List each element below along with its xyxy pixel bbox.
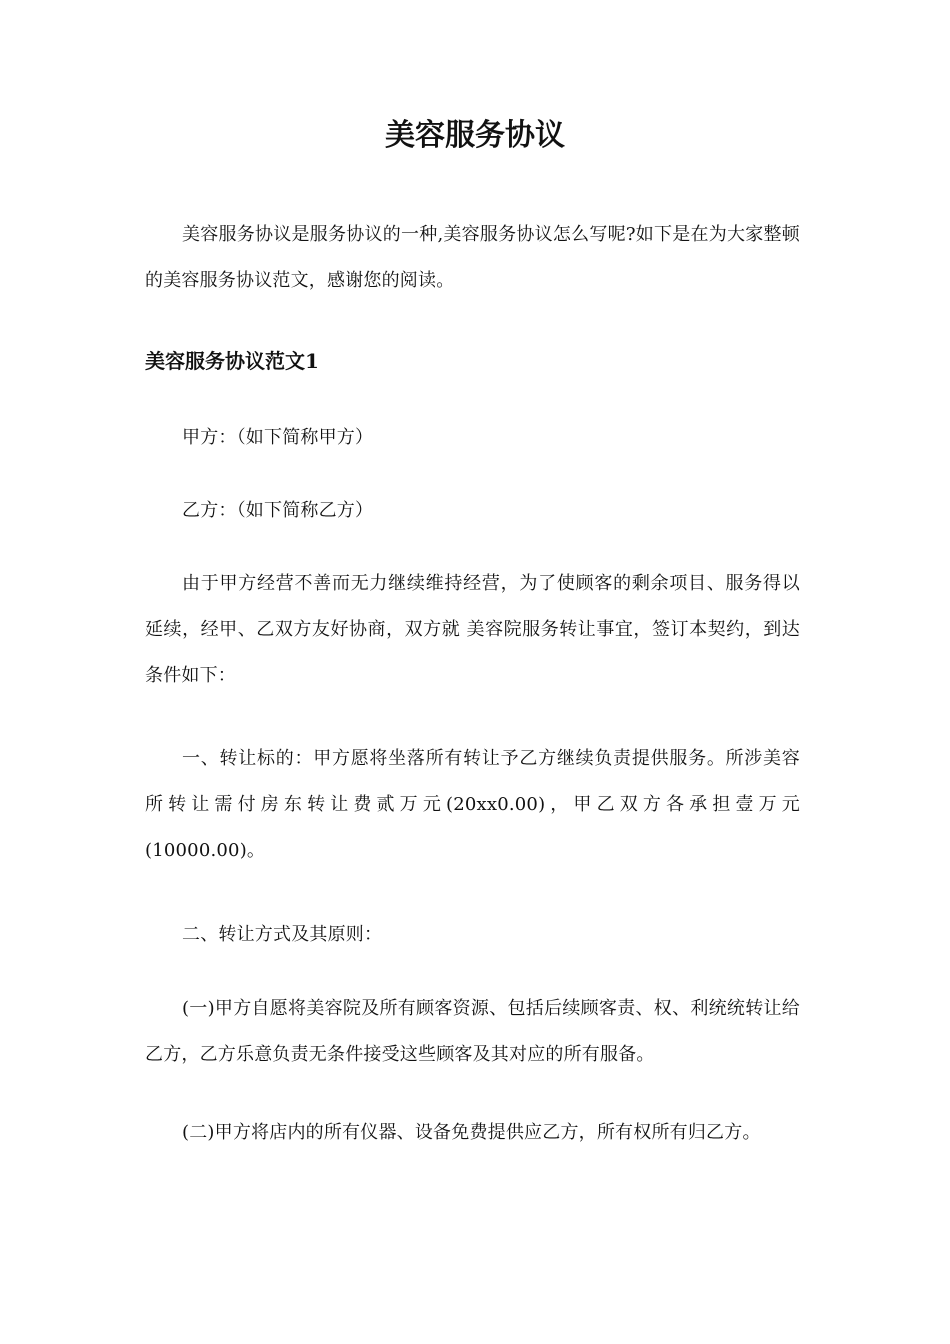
- party-a-line: 甲方：（如下简称甲方）: [182, 427, 374, 448]
- clause-1-paragraph: 一、转让标的：甲方愿将坐落所有转让予乙方继续负责提供服务。所涉美容所转让需付房东转让费贰万元(20xx0.00)，甲乙双方各承担壹万元(10000.00)。: [145, 748, 800, 861]
- clause-2-2-paragraph: (二)甲方将店内的所有仪器、设备免费提供应乙方，所有权所有归乙方。: [182, 1122, 761, 1143]
- section-heading: 美容服务协议范文1: [145, 349, 319, 373]
- intro-paragraph: 美容服务协议是服务协议的一种,美容服务协议怎么写呢?如下是在为大家整顿的美容服务协议范文，感谢您的阅读。: [145, 224, 800, 291]
- preamble-paragraph: 由于甲方经营不善而无力继续维持经营，为了使顾客的剩余项目、服务得以延续，经甲、乙双方友好协商，双方就 美容院服务转让事宜，签订本契约，到达条件如下：: [145, 573, 800, 686]
- clause-2-heading: 二、转让方式及其原则：: [182, 924, 383, 945]
- document-title: 美容服务协议: [385, 118, 565, 153]
- clause-2-1-paragraph: (一)甲方自愿将美容院及所有顾客资源、包括后续顾客责、权、利统统转让给乙方，乙方乐意负责无条件接受这些顾客及其对应的所有服备。: [145, 998, 800, 1065]
- party-b-line: 乙方：（如下简称乙方）: [182, 500, 374, 521]
